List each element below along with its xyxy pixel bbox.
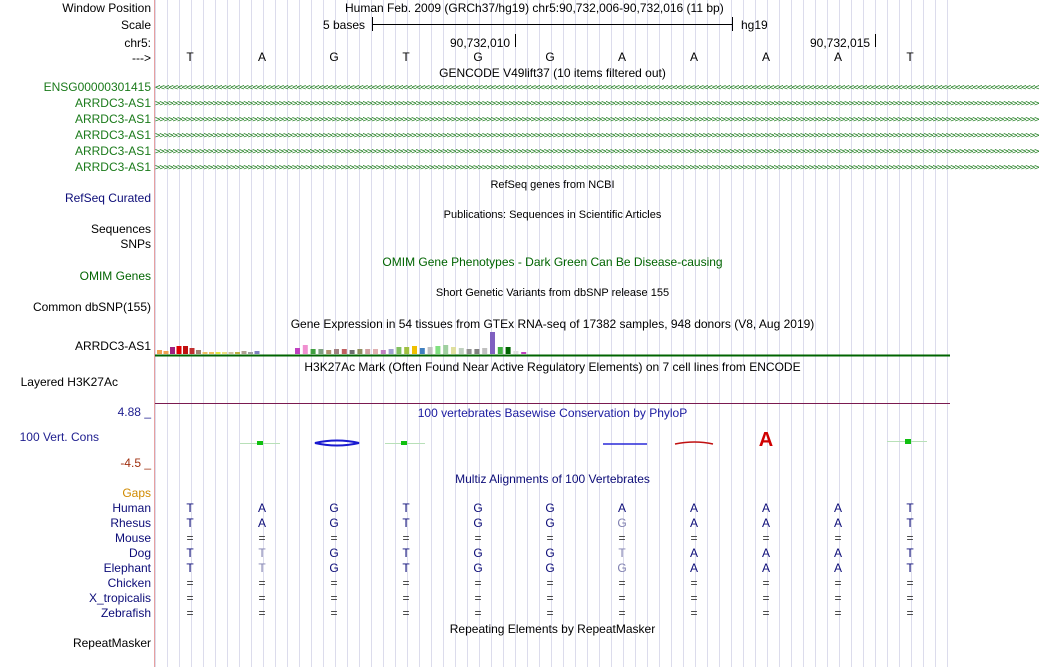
refseq-track-title[interactable]: RefSeq genes from NCBI (490, 179, 615, 191)
alignment-base: A (833, 516, 842, 530)
scale-bar (372, 24, 732, 25)
species-label: Zebrafish (100, 606, 151, 620)
alignment-gap-marker: = (402, 606, 410, 620)
alignment-base: G (329, 546, 339, 560)
gtex-tissue-bar (459, 348, 464, 354)
alignment-base: T (402, 546, 410, 560)
alignment-base: T (906, 516, 914, 530)
cons-wiggle-plot[interactable] (155, 425, 950, 455)
cons-peak-mark (257, 441, 263, 445)
gtex-tissue-bar (404, 347, 409, 354)
gtex-tissue-bar (521, 352, 526, 354)
scale-bases-text: 5 bases (323, 18, 366, 32)
cons-peak-mark (905, 439, 911, 444)
alignment-base: A (833, 546, 842, 560)
alignment-base: T (618, 546, 626, 560)
gtex-tissue-bar (190, 348, 195, 354)
alignment-base: A (257, 501, 266, 515)
alignment-base: T (906, 501, 914, 515)
alignment-gap-marker: = (618, 591, 626, 605)
assembly-position-text: Human Feb. 2009 (GRCh37/hg19) chr5:90,732,006-90,732,016 (11 bp) (345, 1, 724, 15)
gtex-tissue-bar (183, 346, 188, 354)
reference-base: T (906, 50, 914, 64)
gtex-tissue-bar (482, 348, 487, 354)
dbsnp-track-title[interactable]: Short Genetic Variants from dbSNP release 155 (435, 287, 670, 299)
alignment-gap-marker: = (474, 591, 482, 605)
transcript-plus-strand[interactable]: >>>>>>>>>>>>>>>>>>>>>>>>>>>>>>>>>>>>>>>>>>>>>>>>>>>>>>>>>>>>>>>>>>>>>>>>>>>>>>>>>>>>>>>>>>>>>>>>>>>>>>>>>>>>>>>>>>>>>>>>>>>>>>>>>>>>>>>>>>>>>>>>>>>>>>>>>>>>>>>>>>>>>>>>>>>>>>>>>>>>>>>>>>>>>>>>>>>>>>>> (155, 163, 1039, 173)
gencode-item-label[interactable]: ARRDC3-AS1 (74, 112, 151, 126)
cons-logo-letter: A (758, 429, 774, 451)
reference-base: G (473, 50, 483, 64)
gtex-tissue-bar (498, 347, 503, 354)
alignment-gap-marker: = (186, 591, 194, 605)
alignment-gap-marker: = (330, 591, 338, 605)
alignment-base: T (186, 561, 194, 575)
gtex-tissue-bar (474, 349, 479, 354)
transcript-plus-strand[interactable]: >>>>>>>>>>>>>>>>>>>>>>>>>>>>>>>>>>>>>>>>>>>>>>>>>>>>>>>>>>>>>>>>>>>>>>>>>>>>>>>>>>>>>>>>>>>>>>>>>>>>>>>>>>>>>>>>>>>>>>>>>>>>>>>>>>>>>>>>>>>>>>>>>>>>>>>>>>>>>>>>>>>>>>>>>>>>>>>>>>>>>>>>>>>>>>>>>>>>>>>> (155, 99, 1039, 109)
alignment-base: G (545, 561, 555, 575)
alignment-base: G (473, 501, 483, 515)
alignment-base: G (473, 516, 483, 530)
browser-data-area[interactable] (155, 0, 1039, 667)
alignment-base: G (545, 501, 555, 515)
species-label: Chicken (107, 576, 151, 590)
gtex-tissue-bar (420, 348, 425, 354)
gtex-tissue-bar (428, 347, 433, 354)
alignment-gap-marker: = (330, 576, 338, 590)
alignment-base: A (689, 561, 698, 575)
species-label: Rhesus (110, 516, 151, 530)
snps-track-label[interactable]: SNPs (120, 237, 151, 251)
alignment-gap-marker: = (474, 531, 482, 545)
gtex-tissue-bar (326, 350, 331, 354)
species-label: Dog (128, 546, 151, 560)
alignment-gap-marker: = (402, 531, 410, 545)
gtex-tissue-bar (513, 351, 518, 354)
h3k27ac-baseline (155, 403, 950, 404)
gtex-tissue-bar (506, 347, 511, 354)
gencode-item-label[interactable]: ARRDC3-AS1 (74, 160, 151, 174)
alignment-gap-marker: = (762, 606, 770, 620)
gencode-track-title[interactable]: GENCODE V49lift37 (10 items filtered out) (439, 66, 666, 80)
alignment-base: T (186, 516, 194, 530)
alignment-base: G (329, 516, 339, 530)
alignment-base: A (761, 516, 770, 530)
gtex-tissue-bar (318, 349, 323, 354)
gtex-tissue-bar (490, 332, 495, 354)
alignment-base: A (761, 561, 770, 575)
transcript-plus-strand[interactable]: >>>>>>>>>>>>>>>>>>>>>>>>>>>>>>>>>>>>>>>>>>>>>>>>>>>>>>>>>>>>>>>>>>>>>>>>>>>>>>>>>>>>>>>>>>>>>>>>>>>>>>>>>>>>>>>>>>>>>>>>>>>>>>>>>>>>>>>>>>>>>>>>>>>>>>>>>>>>>>>>>>>>>>>>>>>>>>>>>>>>>>>>>>>>>>>>>>>>>>>> (155, 131, 1039, 141)
repeatmasker-track-label[interactable]: RepeatMasker (72, 636, 151, 650)
gtex-tissue-bar (222, 352, 227, 354)
alignment-base: T (186, 546, 194, 560)
alignment-base: G (617, 516, 627, 530)
reference-bases-row (155, 50, 950, 64)
alignment-gap-marker: = (546, 591, 554, 605)
alignment-base: T (186, 501, 194, 515)
gtex-tissue-bar (334, 349, 339, 354)
alignment-gap-marker: = (834, 591, 842, 605)
alignment-base: A (761, 546, 770, 560)
gtex-tissue-bar (311, 349, 316, 354)
alignment-base: A (257, 516, 266, 530)
gtex-tissue-bar (373, 349, 378, 354)
scale-db-text: hg19 (741, 18, 768, 32)
repeatmasker-track-title[interactable]: Repeating Elements by RepeatMasker (449, 622, 656, 636)
alignment-gap-marker: = (474, 576, 482, 590)
alignment-gap-marker: = (762, 591, 770, 605)
publications-track-title[interactable]: Publications: Sequences in Scientific Articles (443, 209, 662, 221)
gtex-tissue-bar (235, 352, 240, 354)
alignment-gap-marker: = (258, 576, 266, 590)
species-label: Human (112, 501, 151, 515)
gtex-tissue-bar (157, 350, 162, 354)
gtex-tissue-bar (295, 348, 300, 354)
alignment-gap-marker: = (402, 576, 410, 590)
alignment-gap-marker: = (330, 531, 338, 545)
gencode-item-label[interactable]: ARRDC3-AS1 (74, 96, 151, 110)
position-tick-2 (875, 34, 876, 47)
cons-max-label: 4.88 _ (117, 405, 151, 419)
alignment-base: G (545, 546, 555, 560)
alignment-gap-marker: = (186, 606, 194, 620)
strand-arrow-label: ---> (132, 51, 151, 65)
refseq-track-label[interactable]: RefSeq Curated (64, 191, 151, 205)
alignment-gap-marker: = (402, 591, 410, 605)
gtex-tissue-bar (389, 349, 394, 354)
gtex-tissue-bar (242, 351, 247, 354)
transcript-minus-strand[interactable]: <<<<<<<<<<<<<<<<<<<<<<<<<<<<<<<<<<<<<<<<<<<<<<<<<<<<<<<<<<<<<<<<<<<<<<<<<<<<<<<<<<<<<<<<<<<<<<<<<<<<<<<<<<<<<<<<<<<<<<<<<<<<<<<<<<<<<<<<<<<<<<<<<<<<<<<<<<<<<<<<<<<<<<<<<<<<<<<<<<<<<<<<<<<<<<<<<<<<<<<< (155, 83, 1039, 93)
transcript-plus-strand[interactable]: >>>>>>>>>>>>>>>>>>>>>>>>>>>>>>>>>>>>>>>>>>>>>>>>>>>>>>>>>>>>>>>>>>>>>>>>>>>>>>>>>>>>>>>>>>>>>>>>>>>>>>>>>>>>>>>>>>>>>>>>>>>>>>>>>>>>>>>>>>>>>>>>>>>>>>>>>>>>>>>>>>>>>>>>>>>>>>>>>>>>>>>>>>>>>>>>>>>>>>>> (155, 147, 1039, 157)
window-position-label: Window Position (62, 1, 151, 15)
position-label-1: 90,732,010 (450, 36, 511, 50)
gencode-item-label[interactable]: ENSG00000301415 (43, 80, 151, 94)
alignment-base: G (329, 501, 339, 515)
alignment-gap-marker: = (906, 531, 914, 545)
species-label: Elephant (103, 561, 151, 575)
gtex-bar-graph[interactable] (155, 330, 950, 360)
alignment-gap-marker: = (906, 591, 914, 605)
cons-track-label[interactable]: 100 Vert. Cons (19, 430, 99, 444)
gtex-tissue-bar (164, 351, 169, 354)
gtex-tissue-bar (177, 346, 182, 354)
gtex-tissue-bar (443, 345, 448, 354)
gtex-tissue-bar (255, 351, 260, 354)
alignment-gap-marker: = (834, 576, 842, 590)
reference-base: A (761, 50, 770, 64)
alignment-gap-marker: = (330, 606, 338, 620)
gtex-tissue-bar (170, 347, 175, 354)
alignment-base: A (833, 501, 842, 515)
alignment-gap-marker: = (834, 606, 842, 620)
alignment-base: T (402, 561, 410, 575)
alignment-base: A (689, 546, 698, 560)
transcript-plus-strand[interactable]: >>>>>>>>>>>>>>>>>>>>>>>>>>>>>>>>>>>>>>>>>>>>>>>>>>>>>>>>>>>>>>>>>>>>>>>>>>>>>>>>>>>>>>>>>>>>>>>>>>>>>>>>>>>>>>>>>>>>>>>>>>>>>>>>>>>>>>>>>>>>>>>>>>>>>>>>>>>>>>>>>>>>>>>>>>>>>>>>>>>>>>>>>>>>>>>>>>>>>>>> (155, 115, 1039, 125)
alignment-gap-marker: = (258, 606, 266, 620)
alignment-gap-marker: = (474, 606, 482, 620)
alignment-base: T (258, 561, 266, 575)
alignment-gap-marker: = (906, 606, 914, 620)
alignment-gap-marker: = (762, 531, 770, 545)
gtex-tissue-bar (209, 352, 214, 354)
alignment-gap-marker: = (690, 591, 698, 605)
gtex-tissue-bar (216, 352, 221, 354)
gtex-tissue-bar (350, 350, 355, 354)
reference-base: G (545, 50, 555, 64)
alignment-base: T (906, 561, 914, 575)
alignment-base: G (545, 516, 555, 530)
gtex-tissue-bar (303, 345, 308, 354)
cons-min-label: -4.5 _ (120, 456, 151, 470)
gtex-tissue-bar (203, 352, 208, 354)
track-labels-column (0, 0, 154, 667)
gtex-tissue-bar (248, 352, 253, 354)
reference-base: A (257, 50, 266, 64)
scale-label: Scale (120, 18, 151, 32)
alignment-gap-marker: = (186, 576, 194, 590)
position-tick-1 (515, 34, 516, 47)
alignment-base: A (689, 516, 698, 530)
alignment-base: T (906, 546, 914, 560)
gtex-tissue-bar (365, 349, 370, 354)
publications-track-label[interactable]: Sequences (90, 222, 151, 236)
gtex-tissue-bar (357, 349, 362, 354)
alignment-base: T (258, 546, 266, 560)
position-label-2: 90,732,015 (810, 36, 871, 50)
omim-track-label[interactable]: OMIM Genes (79, 269, 151, 283)
alignment-gap-marker: = (618, 606, 626, 620)
gtex-tissue-bar (435, 346, 440, 354)
gencode-item-label[interactable]: ARRDC3-AS1 (74, 144, 151, 158)
gtex-tissue-bar (412, 346, 417, 354)
reference-base: T (186, 50, 194, 64)
chr-label: chr5: (124, 36, 151, 50)
cons-swirl-mark (315, 441, 359, 446)
alignment-base: G (473, 546, 483, 560)
alignment-gap-marker: = (618, 576, 626, 590)
h3k27ac-track-label[interactable]: Layered H3K27Ac (20, 375, 118, 389)
alignment-gap-marker: = (258, 531, 266, 545)
scale-bar-right-tick (732, 17, 733, 31)
alignment-base: G (329, 561, 339, 575)
gtex-tissue-bar (451, 347, 456, 354)
alignment-gap-marker: = (690, 576, 698, 590)
reference-base: A (617, 50, 626, 64)
alignment-base: G (617, 561, 627, 575)
alignment-base: A (617, 501, 626, 515)
cons-peak-mark (401, 441, 407, 445)
alignment-base: T (402, 516, 410, 530)
gencode-item-label[interactable]: ARRDC3-AS1 (74, 128, 151, 142)
cons-red-mark (675, 442, 713, 444)
alignment-base: A (689, 501, 698, 515)
gtex-tissue-bar (381, 350, 386, 354)
alignment-gap-marker: = (618, 531, 626, 545)
dbsnp-track-label[interactable]: Common dbSNP(155) (32, 300, 151, 314)
alignment-gap-marker: = (546, 576, 554, 590)
multiz-track-title[interactable]: Multiz Alignments of 100 Vertebrates (455, 472, 650, 486)
reference-base: T (402, 50, 410, 64)
gtex-tissue-bar (396, 347, 401, 354)
alignment-base: A (761, 501, 770, 515)
species-label: X_tropicalis (88, 591, 151, 605)
gaps-label: Gaps (122, 486, 151, 500)
alignment-base: T (402, 501, 410, 515)
alignment-base: A (833, 561, 842, 575)
reference-base: A (689, 50, 698, 64)
gtex-track-title[interactable]: Gene Expression in 54 tissues from GTEx RNA-seq of 17382 samples, 948 donors (V8, Aug 2019) (290, 317, 815, 331)
alignment-gap-marker: = (762, 576, 770, 590)
alignment-gap-marker: = (690, 606, 698, 620)
gtex-tissue-bar (342, 349, 347, 354)
gtex-tissue-bar (467, 349, 472, 354)
h3k27ac-track-title[interactable]: H3K27Ac Mark (Often Found Near Active Regulatory Elements) on 7 cell lines from ENCODE (304, 360, 801, 374)
reference-base: G (329, 50, 339, 64)
gtex-gene-label[interactable]: ARRDC3-AS1 (74, 339, 151, 353)
omim-track-title[interactable]: OMIM Gene Phenotypes - Dark Green Can Be Disease-causing (382, 255, 723, 269)
alignment-gap-marker: = (690, 531, 698, 545)
cons-track-title[interactable]: 100 vertebrates Basewise Conservation by PhyloP (417, 406, 688, 420)
gtex-tissue-bar (196, 350, 201, 354)
alignment-gap-marker: = (906, 576, 914, 590)
reference-base: A (833, 50, 842, 64)
gtex-tissue-bar (229, 352, 234, 354)
alignment-base: G (473, 561, 483, 575)
species-label: Mouse (114, 531, 151, 545)
alignment-gap-marker: = (834, 531, 842, 545)
alignment-gap-marker: = (258, 591, 266, 605)
alignment-gap-marker: = (546, 606, 554, 620)
alignment-gap-marker: = (186, 531, 194, 545)
alignment-gap-marker: = (546, 531, 554, 545)
